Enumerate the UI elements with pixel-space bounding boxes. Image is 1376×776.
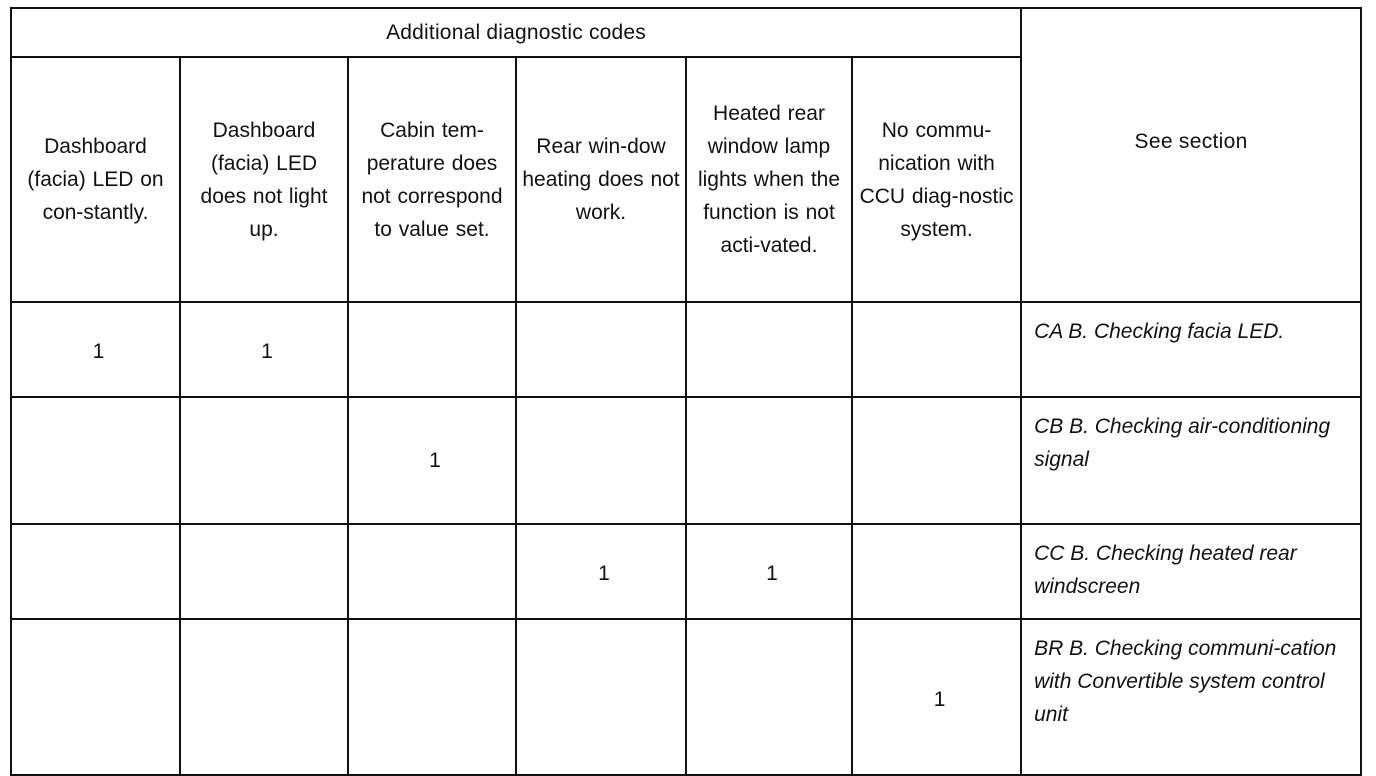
table-cell <box>11 397 180 524</box>
table-cell <box>852 397 1021 524</box>
section-reference: CB B. Checking air-conditioning signal <box>1021 397 1361 524</box>
table-cell <box>852 302 1021 397</box>
table-cell: 1 <box>852 619 1021 775</box>
table-row <box>11 302 1361 397</box>
column-header-no-communication: No commu-nication with CCU diag-nostic system. <box>852 57 1021 302</box>
table-cell: 1 <box>180 302 348 397</box>
table-cell <box>11 619 180 775</box>
table-cell <box>686 302 852 397</box>
column-header-rear-window-heating: Rear win-dow heating does not work. <box>516 57 686 302</box>
additional-diagnostic-codes-header: Additional diagnostic codes <box>11 8 1021 57</box>
table-cell <box>516 619 686 775</box>
section-reference: BR B. Checking communi-cation with Convertible system control unit <box>1021 619 1361 775</box>
column-header-led-not-light-up: Dashboard (facia) LED does not light up. <box>180 57 348 302</box>
table-cell: 1 <box>348 397 516 524</box>
table-cell <box>180 619 348 775</box>
table-cell <box>852 524 1021 619</box>
table-cell <box>348 302 516 397</box>
table-row <box>11 524 1361 619</box>
table-row <box>11 397 1361 524</box>
table-cell <box>348 524 516 619</box>
table-cell <box>348 619 516 775</box>
section-reference: CC B. Checking heated rear windscreen <box>1021 524 1361 619</box>
table-cell <box>11 524 180 619</box>
column-header-led-on-constantly: Dashboard (facia) LED on con-stantly. <box>11 57 180 302</box>
table-cell <box>180 397 348 524</box>
table-cell <box>686 397 852 524</box>
table-cell <box>686 619 852 775</box>
section-reference: CA B. Checking facia LED. <box>1021 302 1361 397</box>
table-cell: 1 <box>516 524 686 619</box>
table-cell: 1 <box>686 524 852 619</box>
table-cell <box>516 302 686 397</box>
column-header-heated-rear-lamp: Heated rear window lamp lights when the function is not acti-vated. <box>686 57 852 302</box>
diagnostic-codes-table <box>10 7 1362 776</box>
column-header-cabin-temperature: Cabin tem-perature does not correspond to value set. <box>348 57 516 302</box>
table-cell: 1 <box>11 302 180 397</box>
table-cell <box>516 397 686 524</box>
table-row <box>11 619 1361 775</box>
table-cell <box>180 524 348 619</box>
see-section-header: See section <box>1021 8 1361 302</box>
